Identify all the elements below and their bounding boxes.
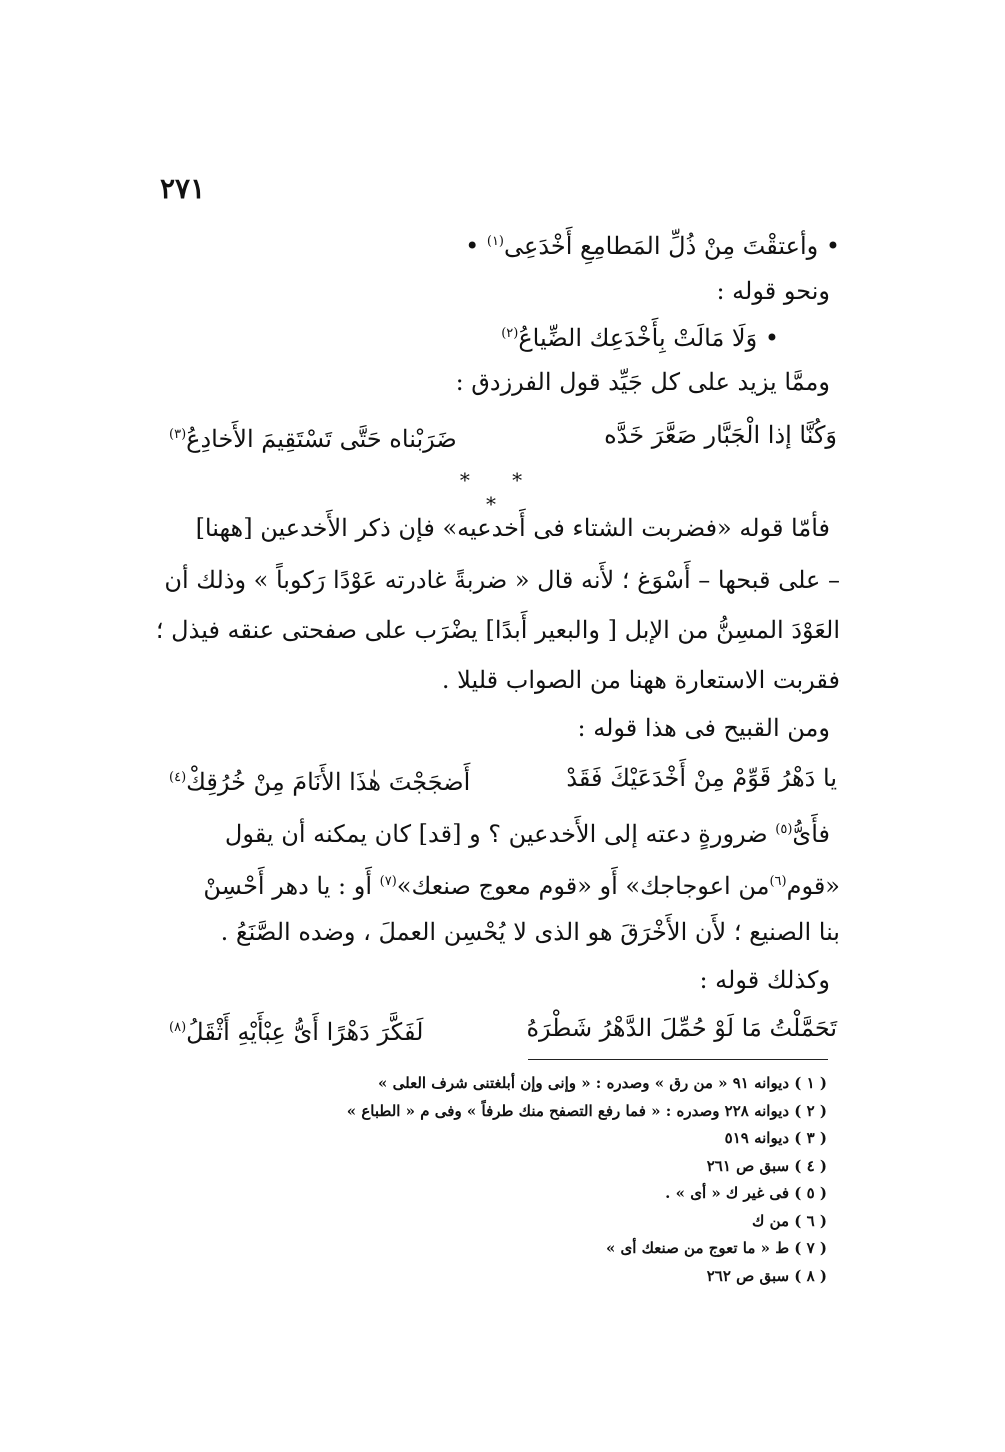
paragraph-1-line-3: العَوْدَ المسِنُّ من الإبل [ والبعير أَبدًا] يضْرَب على صفحتى عنقه فيذل ؛ xyxy=(155,616,840,644)
footnote-ref-4: (٤) xyxy=(169,770,187,785)
couplet-3 xyxy=(169,1008,837,1052)
footnote-ref-2: (٢) xyxy=(501,326,519,341)
footnote-ref-6: (٦) xyxy=(769,874,787,889)
footnote-7: ( ٧ ) ط « ما تعوج من صنعك أى » xyxy=(605,1239,827,1257)
hemistich-2: لَفَكَّرَ دَهْرًا أَىُّ عِبْأَيْهِ أَثْقَلُ$^{(٨)}$ xyxy=(169,1018,424,1046)
verse-line-2 xyxy=(501,314,779,358)
footnote-3: ( ٣ ) ديوانه ٥١٩ xyxy=(724,1129,827,1147)
couplet-1 xyxy=(169,415,837,459)
intro-line-likewise: وكذلك قوله : xyxy=(699,966,830,994)
verse-text: • وَلَا مَالَتْ بِأَخْدَعِك الضِّياعُ xyxy=(518,324,779,352)
intro-line-farazdaq: وممَّا يزيد على كل جَيِّد قول الفرزدق : xyxy=(455,368,830,396)
hemistich-1: يا دَهْرُ قَوِّمْ مِنْ أَخْدَعَيْكَ فَقَدْ xyxy=(566,764,837,792)
footnote-6: ( ٦ ) من ك xyxy=(752,1211,827,1230)
footnote-divider xyxy=(528,1059,828,1060)
paragraph-2-line-1: فأَىُّ$^{(٥)}$ ضرورةٍ دعته إلى الأَخدعين ؟ و [قد] كان يمكنه أن يقول xyxy=(224,820,830,848)
footnote-2: ( ٢ ) ديوانه ٢٢٨ وصدره : « فما رفع التصفح منك طرفاً » وفى م « الطباع » xyxy=(346,1101,827,1120)
footnote-ref-1: (١) xyxy=(486,234,504,249)
footnote-4: ( ٤ ) سبق ص ٢٦١ xyxy=(706,1156,827,1175)
paragraph-1-line-4: فقربت الاستعارة ههنا من الصواب قليلا . xyxy=(441,666,840,694)
footnote-ref-3: (٣) xyxy=(169,427,187,442)
footnote-ref-8: (٨) xyxy=(169,1020,187,1035)
couplet-2 xyxy=(169,758,837,802)
footnote-1: ( ١ ) ديوانه ٩١ « من رق » وصدره : « وإنى وإن أبلغتنى شرف العلى » xyxy=(378,1074,827,1092)
footnote-ref-5: (٥) xyxy=(775,822,793,837)
verse-text: • وأعتقْتَ مِنْ ذُلِّ المَطامِعِ أَخْدَعِى xyxy=(504,232,840,260)
verse-line-1 xyxy=(465,222,840,266)
hemistich-2: أَضجَجْتَ هٰذَا الأَنَامَ مِنْ خُرُقِكْ$^{(٤)}$ xyxy=(169,768,471,796)
paragraph-2-line-3: بنا الصنيع ؛ لأَن الأَخْرَقَ هو الذى لا يُحْسِن العملَ ، وضده الصَّنَعُ . xyxy=(220,918,840,946)
hemistich-1: وَكُنَّا إذا الْجَبَّار صَعَّرَ خَدَّه xyxy=(604,421,837,449)
hemistich-2: ضَرَبْناه حَتَّى تَسْتَقِيمَ الأَخادِعُ$^{(٣)}$ xyxy=(169,425,457,453)
paragraph-1-line-2: – على قبحها – أَسْوَغ ؛ لأَنه قال « ضربةً غادرته عَوْدًا رَكوباً » وذلك أن xyxy=(164,566,840,594)
verse-end-mark: • xyxy=(465,232,487,260)
intro-line: ونحو قوله : xyxy=(716,277,830,305)
section-separator: * * * xyxy=(459,468,541,516)
footnote-5: ( ٥ ) فى غير ك « أى » . xyxy=(665,1184,827,1202)
paragraph-1-line-1: فأمّا قوله «فضربت الشتاء فى أَخدعيه» فإن ذكر الأَخدعين [ههنا] xyxy=(195,514,830,542)
intro-line-ugly: ومن القبيح فى هذا قوله : xyxy=(577,714,830,742)
paragraph-2-line-2: «قوم$^{(٦)}$من اعوجاجك» أَو «قوم معوج صنعك»$^{(٧)}$ أَو : يا دهر أَحْسِنْ xyxy=(203,872,840,900)
footnotes xyxy=(267,1070,827,1290)
footnote-8: ( ٨ ) سبق ص ٢٦٢ xyxy=(706,1266,827,1285)
footnote-ref-7: (٧) xyxy=(379,874,397,889)
page-number: ٢٧١ xyxy=(160,172,206,205)
hemistich-1: تَحَمَّلْتُ مَا لَوْ حُمِّلَ الدَّهْرُ شَطْرَهُ xyxy=(526,1014,837,1042)
